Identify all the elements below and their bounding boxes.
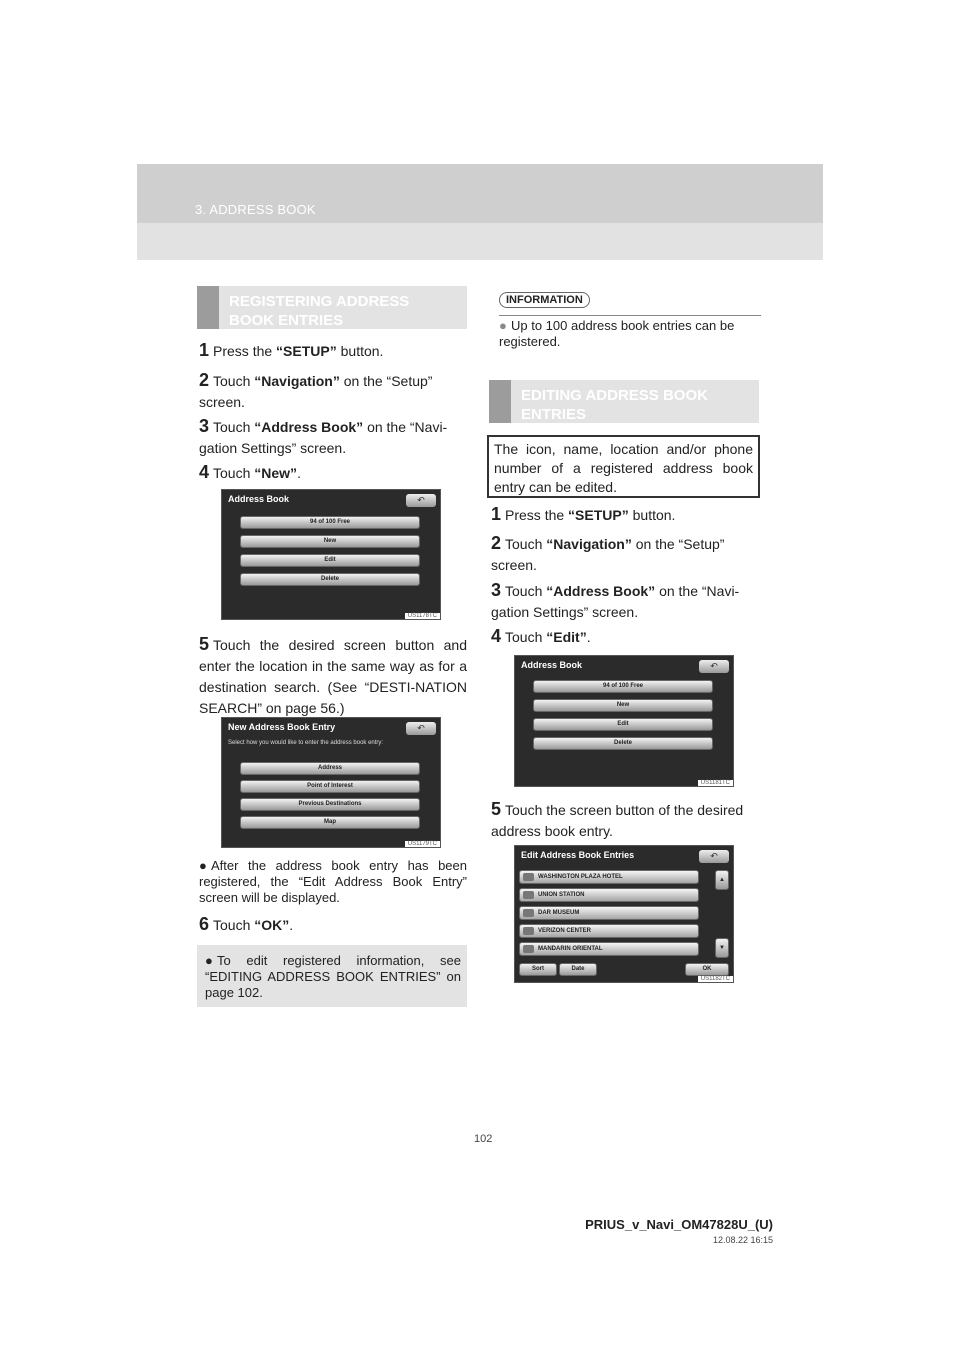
edit-step-5: 5 Touch the screen button of the desired address book entry.	[491, 799, 744, 839]
screenshot-new-address-book-entry: New Address Book Entry ↶ Select how you would like to enter the address book entry: Address Point of Interest Previous Destinations Map US1179TC	[221, 717, 441, 848]
back-icon: ↶	[699, 660, 729, 673]
step-2: 2 Touch “Navigation” on the “Setup” screen.	[199, 370, 433, 410]
scroll-down-icon: ▼	[715, 938, 729, 958]
information-tag: INFORMATION	[499, 292, 590, 308]
edit-step-3: 3 Touch “Address Book” on the “Navi-gation Settings” screen.	[491, 580, 740, 620]
edit-step-4: 4 Touch “Edit”.	[491, 626, 591, 646]
step-4: 4 Touch “New”.	[199, 462, 301, 482]
timestamp: 12.08.22 16:15	[712, 1235, 773, 1245]
step-6: 6 Touch “OK”.	[199, 914, 294, 934]
description-box: The icon, name, location and/or phone number of a registered address book entry can be edited.	[487, 435, 760, 498]
step-1: 1 Press the “SETUP” button.	[199, 340, 384, 360]
section-title-line-1: REGISTERING ADDRESS	[229, 293, 410, 310]
screenshot-edit-address-book-entries: Edit Address Book Entries ↶ WASHINGTON PLAZA HOTEL UNION STATION DAR MUSEUM VERIZON CENTER MANDARIN ORIENTAL ▲ ▼ Sort Date OK US1182TC	[514, 845, 734, 983]
note-box: ● To edit registered information, see “EDITING ADDRESS BOOK ENTRIES” on page 102.	[197, 945, 467, 1007]
header-title: 3. ADDRESS BOOK	[195, 202, 316, 217]
step-5: 5 Touch the desired screen button and enter the location in the same way as for a destination search. (See “DESTI-NATION SEARCH” on page 56.)	[199, 634, 467, 716]
edit-step-1: 1 Press the “SETUP” button.	[491, 504, 676, 524]
back-icon: ↶	[406, 722, 436, 735]
back-icon: ↶	[699, 850, 729, 863]
information-divider	[499, 315, 761, 316]
section-header-registering	[197, 286, 467, 329]
section-title-line-2: BOOK ENTRIES	[229, 312, 344, 329]
bullet-note-registered: ● After the address book entry has been registered, the “Edit Address Book Entry” screen will be displayed.	[199, 858, 467, 905]
screenshot-address-book-new: Address Book ↶ 94 of 100 Free New Edit Delete US1178TC	[221, 489, 441, 620]
page-number: 102	[474, 1133, 493, 1145]
step-3: 3 Touch “Address Book” on the “Navi-gation Settings” screen.	[199, 416, 448, 456]
section-header-editing: EDITING ADDRESS BOOK ENTRIES	[489, 380, 759, 423]
document-id: PRIUS_v_Navi_OM47828U_(U)	[585, 1217, 773, 1232]
back-icon: ↶	[406, 494, 436, 507]
header-band	[137, 223, 823, 260]
edit-step-2: 2 Touch “Navigation” on the “Setup” screen.	[491, 533, 725, 573]
scroll-up-icon: ▲	[715, 870, 729, 890]
information-text: ● Up to 100 address book entries can be registered.	[499, 318, 735, 349]
screenshot-address-book-edit: Address Book ↶ 94 of 100 Free New Edit Delete US1181TC	[514, 655, 734, 787]
